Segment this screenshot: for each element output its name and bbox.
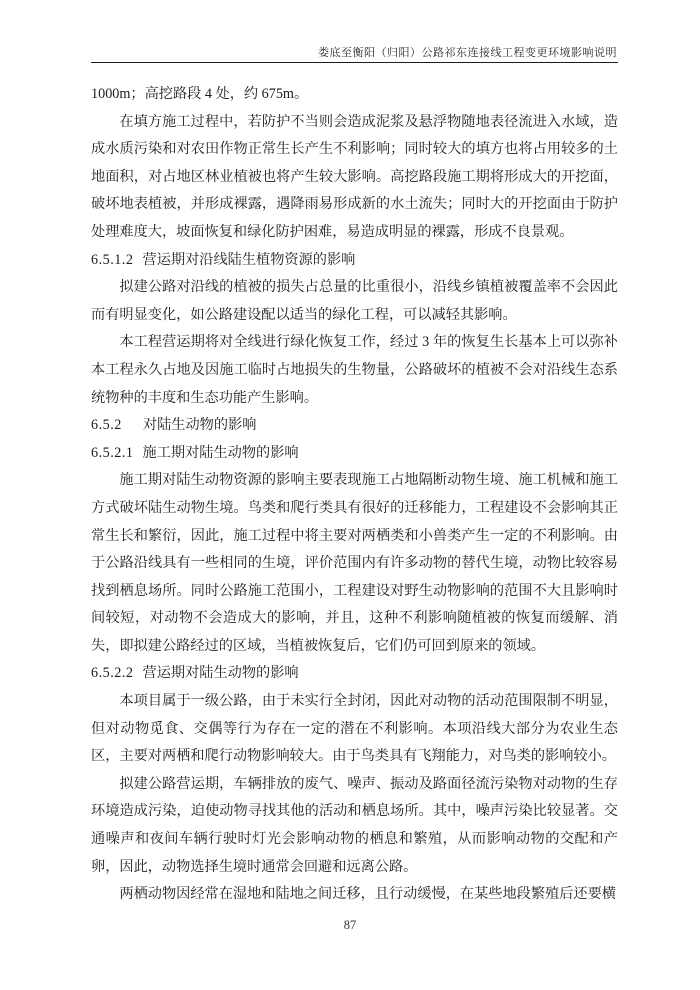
section-heading	[91, 660, 618, 688]
body-paragraph: 本工程营运期将对全线进行绿化恢复工作，经过 3 年的恢复生长基本上可以弥补本工程永久占地及因施工临时占地损失的生物量，公路破坏的植被不会对沿线生态系统物种的丰度和生态功能产生影响。	[91, 334, 618, 406]
body-paragraph: 拟建公路对沿线的植被的损失占总量的比重很小，沿线乡镇植被覆盖率不会因此而有明显变化，如公路建设配以适当的绿化工程，可以减轻其影响。	[91, 279, 618, 323]
section-heading	[91, 440, 618, 468]
section-number: 6.5.2.2	[91, 665, 134, 682]
section-number: 6.5.1.2	[91, 251, 134, 268]
section-title: 营运期对沿线陆生植物资源的影响	[142, 251, 356, 268]
page-number: 87	[343, 918, 357, 932]
section-heading	[91, 247, 618, 275]
section-title: 对陆生动物的影响	[142, 417, 257, 434]
body-paragraph: 本项目属于一级公路，由于未实行全封闭，因此对动物的活动范围限制不明显，但对动物觅食、交偶等行为存在一定的潜在不利影响。本项沿线大部分为农业生态区，主要对两栖和爬行动物影响较大。由于鸟类具有飞翔能力，对鸟类的影响较小。	[91, 693, 618, 765]
document-body	[91, 81, 618, 909]
body-paragraph: 1000m；高挖路段 4 处，约 675m。	[91, 86, 309, 102]
section-title: 营运期对陆生动物的影响	[142, 665, 299, 682]
body-paragraph: 两栖动物因经常在湿地和陆地之间迁移，且行动缓慢，在某些地段繁殖后还要横	[119, 886, 616, 903]
running-header-title: 娄底至衡阳（归阳）公路祁东连接线工程变更环境影响说明	[318, 47, 617, 59]
body-paragraph: 在填方施工过程中，若防护不当则会造成泥浆及悬浮物随地表径流进入水域，造成水质污染和对农田作物正常生长产生不利影响；同时较大的填方也将占用较多的土地面积，对占地区林业植被也将产生较大影响。高挖路段施工期将形成大的开挖面，破坏地表植被，并形成裸露，遇降雨易形成新的水土流失；同时大的开挖面由于防护处理难度大，坡面恢复和绿化防护困难，易造成明显的裸露，形成不良景观。	[91, 113, 618, 240]
section-number: 6.5.2	[91, 417, 122, 434]
section-heading	[91, 412, 618, 440]
running-header	[91, 44, 617, 60]
header-rule	[91, 62, 618, 63]
section-number: 6.5.2.1	[91, 444, 134, 461]
section-title: 施工期对陆生动物的影响	[142, 444, 299, 461]
body-paragraph: 拟建公路营运期，车辆排放的废气、噪声、振动及路面径流污染物对动物的生存环境造成污染，迫使动物寻找其他的活动和栖息场所。其中，噪声污染比较显著。交通噪声和夜间车辆行驶时灯光会影响动物的栖息和繁殖，从而影响动物的交配和产卵，因此，动物选择生境时通常会回避和远离公路。	[91, 775, 618, 875]
body-paragraph: 施工期对陆生动物资源的影响主要表现施工占地隔断动物生境、施工机械和施工方式破坏陆生动物生境。鸟类和爬行类具有很好的迁移能力，工程建设不会影响其正常生长和繁衍，因此，施工过程中将主要对两栖类和小兽类产生一定的不利影响。由于公路沿线具有一些相同的生境，评价范围内有许多动物的替代生境，动物比较容易找到栖息场所。同时公路施工范围小，工程建设对野生动物影响的范围不大且影响时间较短，对动物不会造成大的影响，并且，这种不利影响随植被的恢复而缓解、消失，即拟建公路经过的区域，当植被恢复后，它们仍可回到原来的领域。	[91, 472, 618, 654]
